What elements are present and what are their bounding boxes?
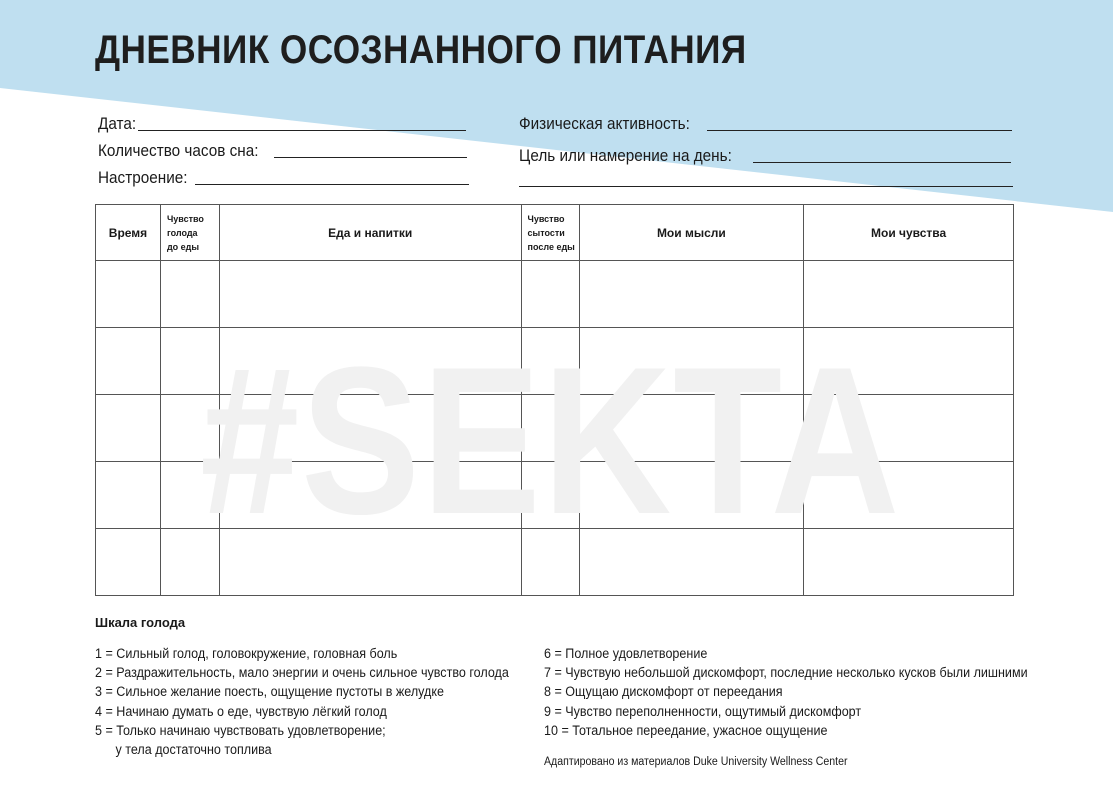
fullness-after-cell[interactable]	[521, 462, 579, 529]
feelings-cell[interactable]	[804, 261, 1014, 328]
sleep-hours-field[interactable]	[98, 139, 467, 161]
fullness-after-cell[interactable]	[521, 261, 579, 328]
activity-label: Физическая активность:	[519, 114, 690, 133]
activity-field[interactable]	[519, 112, 1012, 134]
table-row	[96, 328, 1014, 395]
goal-extra-field[interactable]	[519, 168, 1013, 190]
header-fullness-after: Чувство сытости после еды	[521, 205, 579, 261]
goal-extra-line	[519, 186, 1013, 187]
hunger-scale-left	[95, 644, 540, 759]
header-time: Время	[96, 205, 161, 261]
header-food-drinks: Еда и напитки	[219, 205, 521, 261]
table-row	[96, 395, 1014, 462]
fullness-after-cell[interactable]	[521, 395, 579, 462]
scale-item-6: 6 = Полное удовлетворение	[544, 646, 708, 661]
header-my-thoughts: Мои мысли	[579, 205, 804, 261]
sekta-watermark: #SEKTA	[200, 323, 902, 558]
time-cell[interactable]	[96, 529, 161, 596]
time-cell[interactable]	[96, 395, 161, 462]
scale-item-1: 1 = Сильный голод, головокружение, головная боль	[95, 646, 398, 661]
goal-label: Цель или намерение на день:	[519, 146, 732, 165]
goal-field[interactable]	[519, 144, 1011, 166]
feelings-cell[interactable]	[804, 462, 1014, 529]
date-field[interactable]	[98, 112, 466, 134]
scale-item-9: 9 = Чувство переполненности, ощутимый дискомфорт	[544, 703, 862, 719]
food-cell[interactable]	[219, 462, 521, 529]
thoughts-cell[interactable]	[579, 261, 804, 328]
hunger-before-cell[interactable]	[160, 529, 219, 596]
hunger-before-cell[interactable]	[160, 261, 219, 328]
feelings-cell[interactable]	[804, 529, 1014, 596]
source-credit: Адаптировано из материалов Duke University Wellness Center	[544, 756, 848, 768]
food-cell[interactable]	[219, 328, 521, 395]
table-row	[96, 529, 1014, 596]
food-cell[interactable]	[219, 261, 521, 328]
scale-item-5: 5 = Только начинаю чувствовать удовлетворение;	[95, 722, 386, 738]
scale-item-10: 10 = Тотальное переедание, ужасное ощущение	[544, 722, 828, 738]
mood-field[interactable]	[98, 166, 469, 188]
food-diary-table	[95, 204, 1014, 596]
time-cell[interactable]	[96, 462, 161, 529]
scale-item-3: 3 = Сильное желание поесть, ощущение пустоты в желудке	[95, 684, 444, 700]
food-cell[interactable]	[219, 395, 521, 462]
time-cell[interactable]	[96, 328, 161, 395]
thoughts-cell[interactable]	[579, 395, 804, 462]
hunger-scale-title: Шкала голода	[95, 615, 186, 630]
date-label: Дата:	[98, 114, 137, 133]
thoughts-cell[interactable]	[579, 462, 804, 529]
header-my-feelings: Мои чувства	[804, 205, 1014, 261]
date-line	[138, 130, 466, 131]
table-row	[96, 261, 1014, 328]
mood-label: Настроение:	[98, 168, 188, 187]
food-cell[interactable]	[219, 529, 521, 596]
hunger-before-cell[interactable]	[160, 395, 219, 462]
table-row	[96, 462, 1014, 529]
mood-line	[195, 184, 469, 185]
hunger-scale-right	[544, 644, 1064, 740]
thoughts-cell[interactable]	[579, 328, 804, 395]
feelings-cell[interactable]	[804, 395, 1014, 462]
page-title: ДНЕВНИК ОСОЗНАННОГО ПИТАНИЯ	[95, 28, 747, 72]
time-cell[interactable]	[96, 261, 161, 328]
hunger-before-cell[interactable]	[160, 462, 219, 529]
scale-item-4: 4 = Начинаю думать о еде, чувствую лёгкий голод	[95, 703, 387, 719]
scale-item-5-continued: у тела достаточно топлива	[115, 742, 272, 758]
fullness-after-cell[interactable]	[521, 529, 579, 596]
thoughts-cell[interactable]	[579, 529, 804, 596]
sleep-hours-label: Количество часов сна:	[98, 141, 259, 160]
scale-item-2: 2 = Раздражительность, мало энергии и очень сильное чувство голода	[95, 665, 509, 681]
table-header-row	[96, 205, 1014, 261]
table-body	[96, 261, 1014, 596]
goal-line	[753, 162, 1011, 163]
scale-item-8: 8 = Ощущаю дискомфорт от переедания	[544, 684, 783, 700]
hunger-before-cell[interactable]	[160, 328, 219, 395]
scale-item-7: 7 = Чувствую небольшой дискомфорт, последние несколько кусков были лишними	[544, 665, 1028, 681]
header-hunger-before: Чувство голода до еды	[160, 205, 219, 261]
sleep-hours-line	[274, 157, 467, 158]
feelings-cell[interactable]	[804, 328, 1014, 395]
activity-line	[707, 130, 1012, 131]
fullness-after-cell[interactable]	[521, 328, 579, 395]
